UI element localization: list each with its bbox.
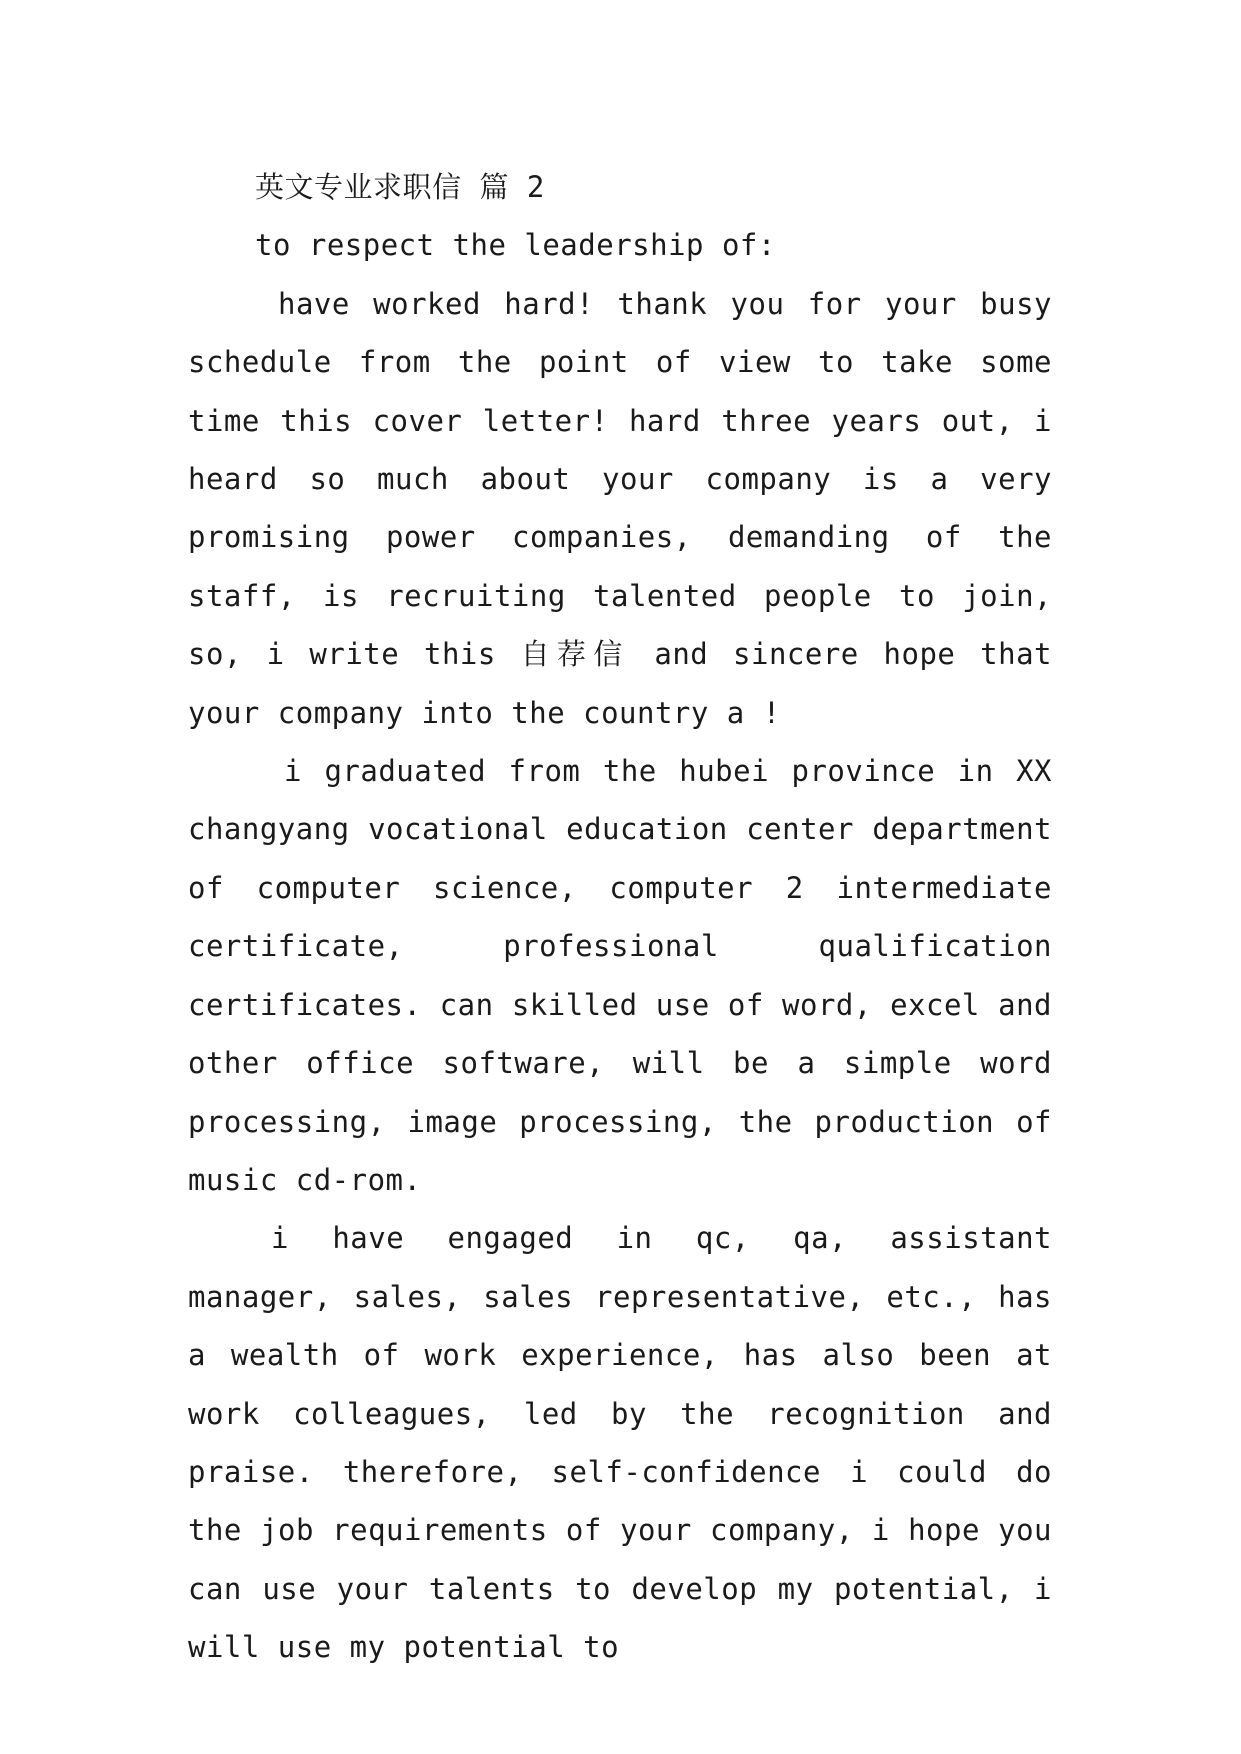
section-heading: 英文专业求职信 篇 2 [255, 170, 545, 204]
salutation-line: to respect the leadership of: [255, 228, 776, 263]
document-body [188, 158, 1052, 1677]
paragraph-education: i graduated from the hubei province in XX changyang vocational education center department of computer science, computer 2 intermediate certificate, professional qualification certificates. can skilled use of word, excel and other office software, will be a simple word processing, image processing, the production of music cd-rom. [188, 754, 1052, 1197]
paragraph-experience: i have engaged in qc, qa, assistant manager, sales, sales representative, etc., has a wealth of work experience, has also been at work colleagues, led by the recognition and praise. therefore, self-confidence i could do the job requirements of your company, i hope you can use your talents to develop my potential, i will use my potential to [188, 1221, 1052, 1665]
paragraph-intro: have worked hard! thank you for your busy schedule from the point of view to take some time this cover letter! hard three years out, i heard so much about your company is a very promising power companies, demanding of the staff, is recruiting talented people to join, so, i write this 自荐信 and sincere hope that your company into the country a ! [188, 286, 1052, 730]
